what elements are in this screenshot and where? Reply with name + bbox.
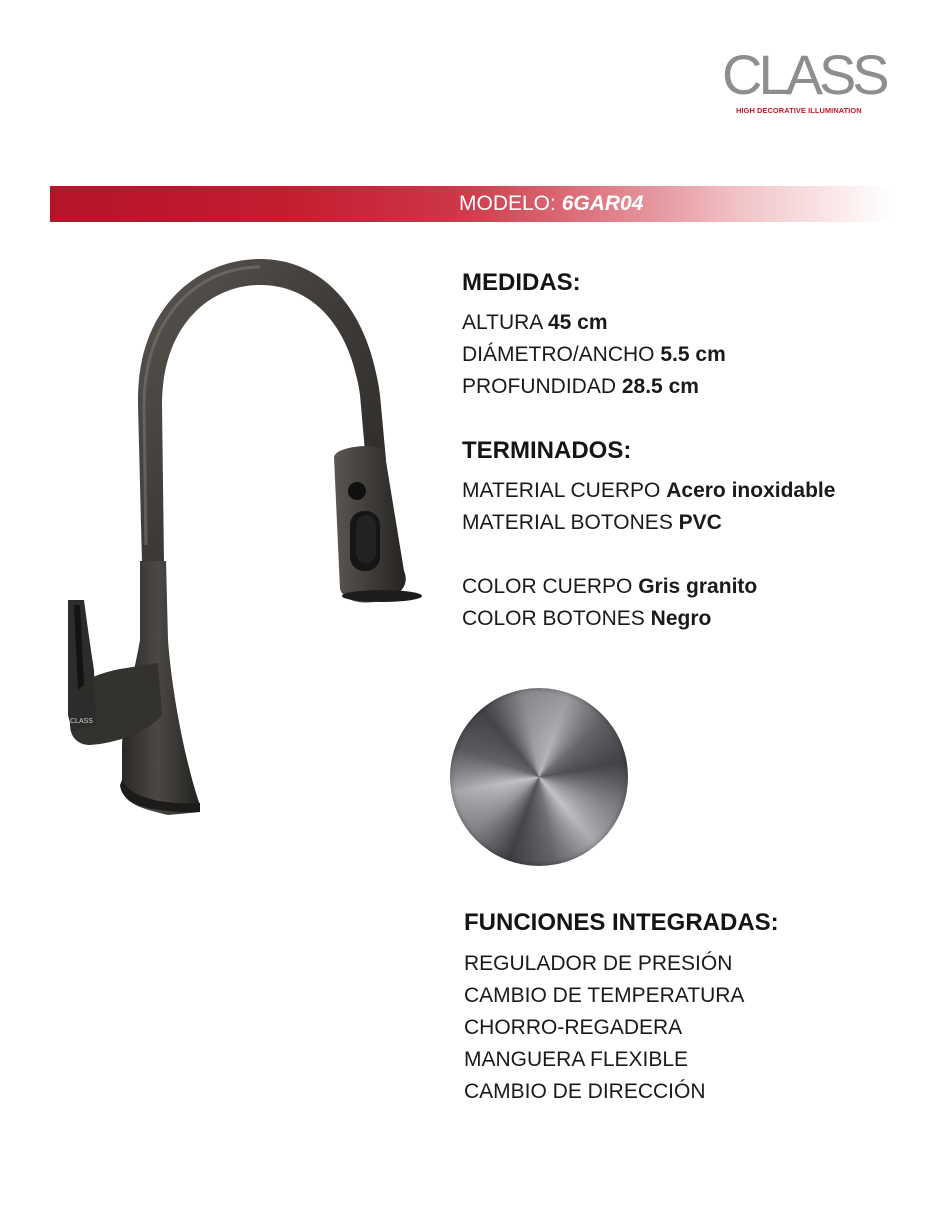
funcion-item: REGULADOR DE PRESIÓN xyxy=(464,952,733,975)
medidas-row: ALTURA 45 cm xyxy=(462,311,608,334)
model-code: 6GAR04 xyxy=(561,192,644,215)
medidas-section xyxy=(462,268,726,403)
finish-swatch xyxy=(450,688,628,866)
medidas-row: PROFUNDIDAD 28.5 cm xyxy=(462,375,699,398)
medidas-heading: MEDIDAS: xyxy=(462,269,581,296)
medidas-row: DIÁMETRO/ANCHO 5.5 cm xyxy=(462,343,726,366)
terminados-row: MATERIAL CUERPO Acero inoxidable xyxy=(462,479,836,502)
funcion-item: CAMBIO DE TEMPERATURA xyxy=(464,984,745,1007)
logo-wordmark: CLASS xyxy=(722,43,886,106)
terminados-row: COLOR BOTONES Negro xyxy=(462,607,712,630)
logo-tagline: HIGH DECORATIVE ILLUMINATION xyxy=(736,106,862,115)
model-banner-text xyxy=(459,190,643,218)
terminados-heading: TERMINADOS: xyxy=(462,437,632,464)
funcion-item: CAMBIO DE DIRECCIÓN xyxy=(464,1080,706,1103)
funciones-section xyxy=(464,908,779,1108)
terminados-row: MATERIAL BOTONES PVC xyxy=(462,511,722,534)
terminados-section xyxy=(462,436,835,635)
funcion-item: CHORRO-REGADERA xyxy=(464,1016,683,1039)
funciones-heading: FUNCIONES INTEGRADAS: xyxy=(464,909,779,936)
faucet-image xyxy=(50,245,450,835)
faucet-body-mark: CLASS xyxy=(70,718,93,725)
model-label: MODELO: xyxy=(459,192,556,215)
terminados-row: COLOR CUERPO Gris granito xyxy=(462,575,758,598)
funcion-item: MANGUERA FLEXIBLE xyxy=(464,1048,689,1071)
